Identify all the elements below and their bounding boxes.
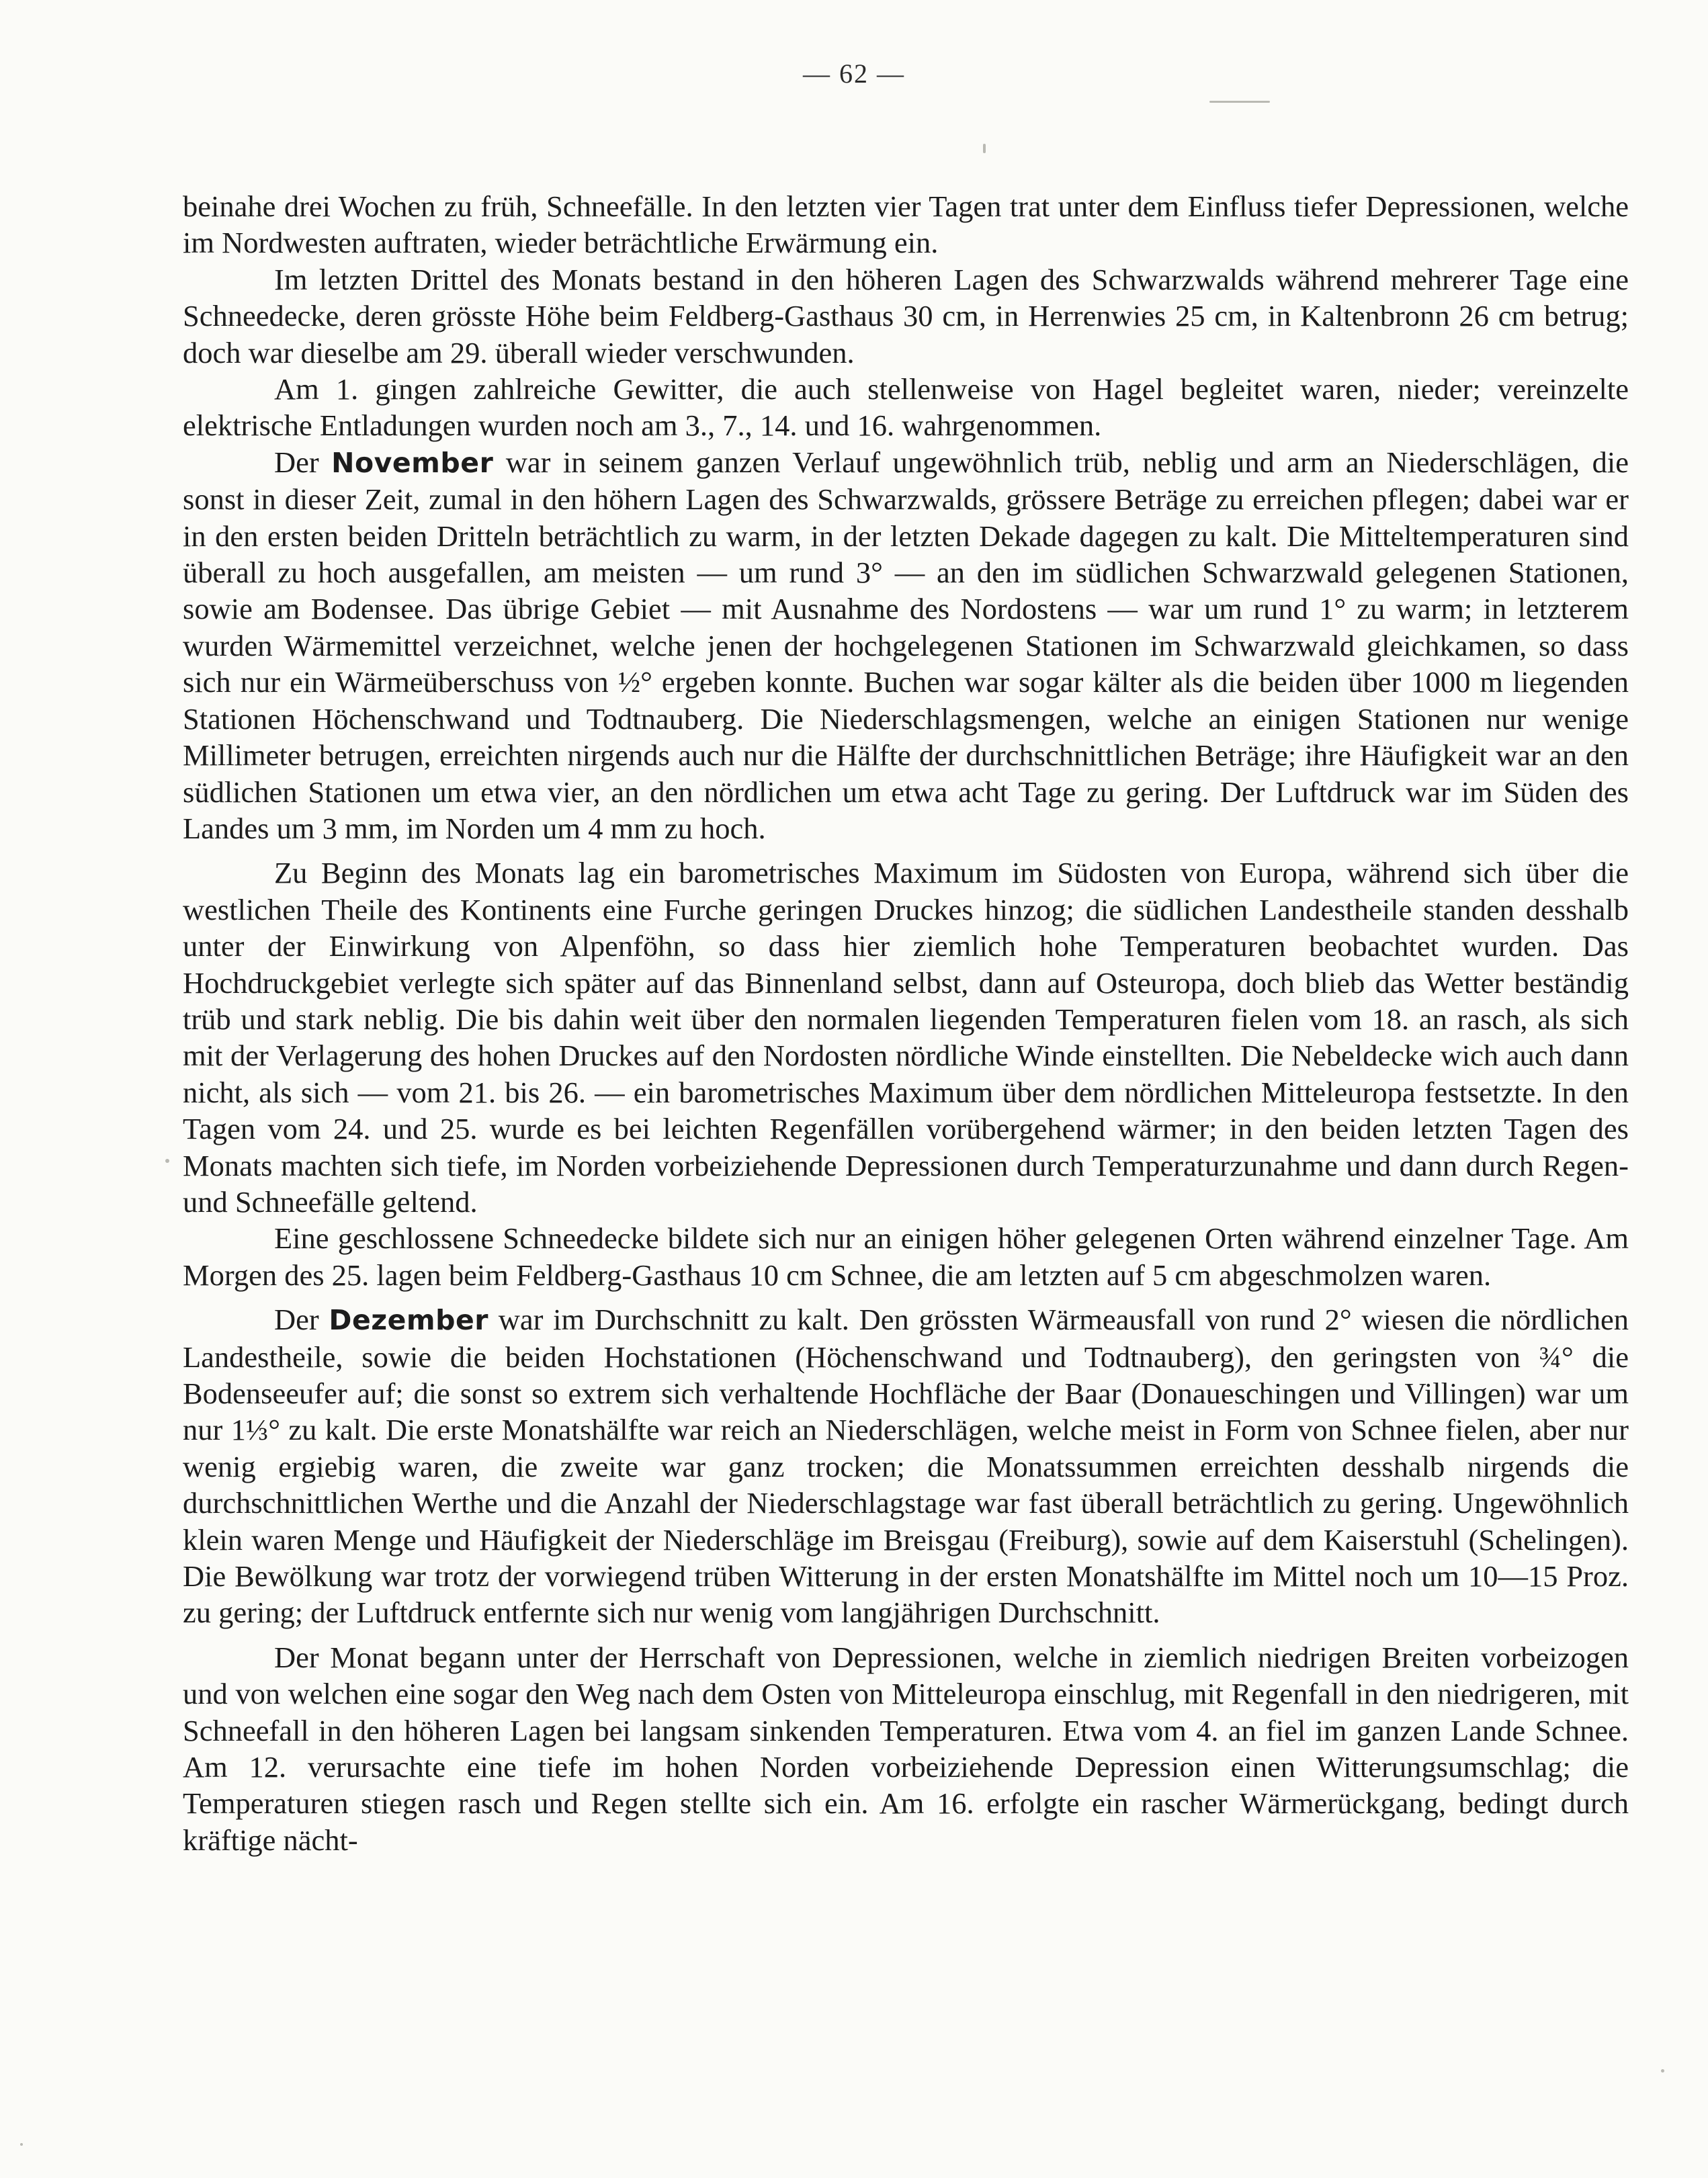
paragraph-body: war in seinem ganzen Verlauf ungewöhnlich trüb, neblig und arm an Niederschlägen, die sonst in dieser Zeit, zumal in den höhern Lagen des Schwarzwalds, grössere Beträge zu erreichen pflegen; dabei war er in den ersten beiden Dritteln beträchtlich zu warm, in der letzten Dekade dagegen zu kalt. Die Mitteltemperaturen sind überall zu hoch ausgefallen, am meisten — um rund 3° — an den im südlichen Schwarzwald gelegenen Stationen, sowie am Bodensee. Das übrige Gebiet — mit Ausnahme des Nordostens — war um rund 1° zu warm; in letzterem wurden Wärmemittel verzeichnet, welche jenen der hochgelegenen Stationen im Schwarzwald gleichkamen, so dass sich nur ein Wärmeüberschuss von ½° ergeben konnte. Buchen war sogar kälter als die beiden über 1000 m liegenden Stationen Höchenschwand und Todtnauberg. Die Niederschlagsmengen, welche an einigen Stationen nur wenige Millimeter betrugen, erreichten nirgends auch nur die Hälfte der durchschnittlichen Beträge; ihre Häufigkeit war an den südlichen Stationen um etwa vier, an den nördlichen um etwa acht Tage zu gering. Der Luftdruck war im Süden des Landes um 3 mm, im Norden um 4 mm zu hoch. [183, 445, 1629, 845]
scan-speck [983, 144, 986, 153]
paragraph-december [183, 1301, 1629, 1631]
paragraph-november [183, 444, 1629, 846]
paragraph-continuation: beinahe drei Wochen zu früh, Schneefälle. In den letzten vier Tagen trat unter dem Einfluss tiefer Depressionen, welche im Nordwesten auftraten, wieder beträchtliche Erwärmung ein. [183, 189, 1629, 260]
paragraph-thunderstorms: Am 1. gingen zahlreiche Gewitter, die auch stellenweise von Hagel begleitet waren, nieder; vereinzelte elektrische Entladungen wurden noch am 3., 7., 14. und 16. wahrgenommen. [183, 372, 1629, 443]
paragraph-lead: Der [274, 445, 332, 479]
paragraph-body: war im Durchschnitt zu kalt. Den grössten Wärmeausfall von rund 2° wiesen die nördlichen Landestheile, sowie die beiden Hochstationen (Höchenschwand und Todtnauberg), den geringsten von ¾° die Bodenseeufer auf; die sonst so extrem sich verhaltende Hochfläche der Baar (Donaueschingen und Villingen) war um nur 1⅓° zu kalt. Die erste Monatshälfte war reich an Niederschlägen, welche meist in Form von Schnee fielen, aber nur wenig ergiebig waren, die zweite war ganz trocken; die Monatssummen erreichten desshalb nirgends die durchschnittlichen Werthe und die Anzahl der Niederschlagstage war fast überall beträchtlich zu gering. Ungewöhnlich klein waren Menge und Häufigkeit der Niederschläge im Breisgau (Freiburg), sowie auf dem Kaiserstuhl (Schelingen). Die Bewölkung war trotz der vorwiegend trüben Witterung in der ersten Monatshälfte im Mittel noch um 10—15 Proz. zu gering; der Luftdruck entfernte sich nur wenig vom langjährigen Durchschnitt. [183, 1303, 1629, 1630]
body-text [183, 188, 1629, 1858]
scan-speck [1209, 101, 1270, 103]
paragraph-snow-cover: Im letzten Drittel des Monats bestand in den höheren Lagen des Schwarzwalds während mehrerer Tage eine Schneedecke, deren grösste Höhe beim Feldberg-Gasthaus 30 cm, in Herrenwies 25 cm, in Kaltenbronn 26 cm betrug; doch war dieselbe am 29. überall wieder verschwunden. [183, 262, 1629, 369]
scan-speck [165, 1159, 169, 1163]
scan-speck [1661, 2069, 1664, 2073]
scan-speck [20, 2143, 23, 2146]
month-heading-november: November [331, 446, 494, 479]
page-number: — 62 — [803, 58, 905, 89]
paragraph-november-weather: Zu Beginn des Monats lag ein barometrisches Maximum im Südosten von Europa, während sich über die westlichen Theile des Kontinents eine Furche geringen Druckes hinzog; die südlichen Landestheile standen desshalb unter der Einwirkung von Alpenföhn, so dass hier ziemlich hohe Temperaturen beobachtet wurden. Das Hochdruckgebiet verlegte sich später auf das Binnenland selbst, dann auf Osteuropa, doch blieb das Wetter beständig trüb und stark neblig. Die bis dahin weit über den normalen liegenden Temperaturen fielen vom 18. an rasch, als sich mit der Verlagerung des hohen Druckes auf den Nordosten nördliche Winde einstellten. Die Nebeldecke wich auch dann nicht, als sich — vom 21. bis 26. — ein barometrisches Maximum über dem nördlichen Mitteleuropa festsetzte. In den Tagen vom 24. und 25. wurde es bei leichten Regenfällen vorübergehend wärmer; in den beiden letzten Tagen des Monats machten sich tiefe, im Norden vorbeiziehende Depressionen durch Temperaturzunahme und dann durch Regen- und Schneefälle geltend. [183, 856, 1629, 1219]
paragraph-lead: Der [274, 1303, 329, 1337]
paragraph-november-snow: Eine geschlossene Schneedecke bildete sich nur an einigen höher gelegenen Orten während einzelner Tage. Am Morgen des 25. lagen beim Feldberg-Gasthaus 10 cm Schnee, die am letzten auf 5 cm abgeschmolzen waren. [183, 1221, 1629, 1292]
month-heading-december: Dezember [329, 1304, 489, 1337]
paragraph-december-weather: Der Monat begann unter der Herrschaft von Depressionen, welche in ziemlich niedrigen Breiten vorbeizogen und von welchen eine sogar den Weg nach dem Osten von Mitteleuropa einschlug, mit Regenfall in den niedrigeren, mit Schneefall in den höheren Lagen bei langsam sinkenden Temperaturen. Etwa vom 4. an fiel im ganzen Lande Schnee. Am 12. verursachte eine tiefe im hohen Norden vorbeiziehende Depression einen Witterungsumschlag; die Temperaturen stiegen rasch und Regen stellte sich ein. Am 16. erfolgte ein rascher Wärmerückgang, bedingt durch kräftige nächt- [183, 1640, 1629, 1857]
